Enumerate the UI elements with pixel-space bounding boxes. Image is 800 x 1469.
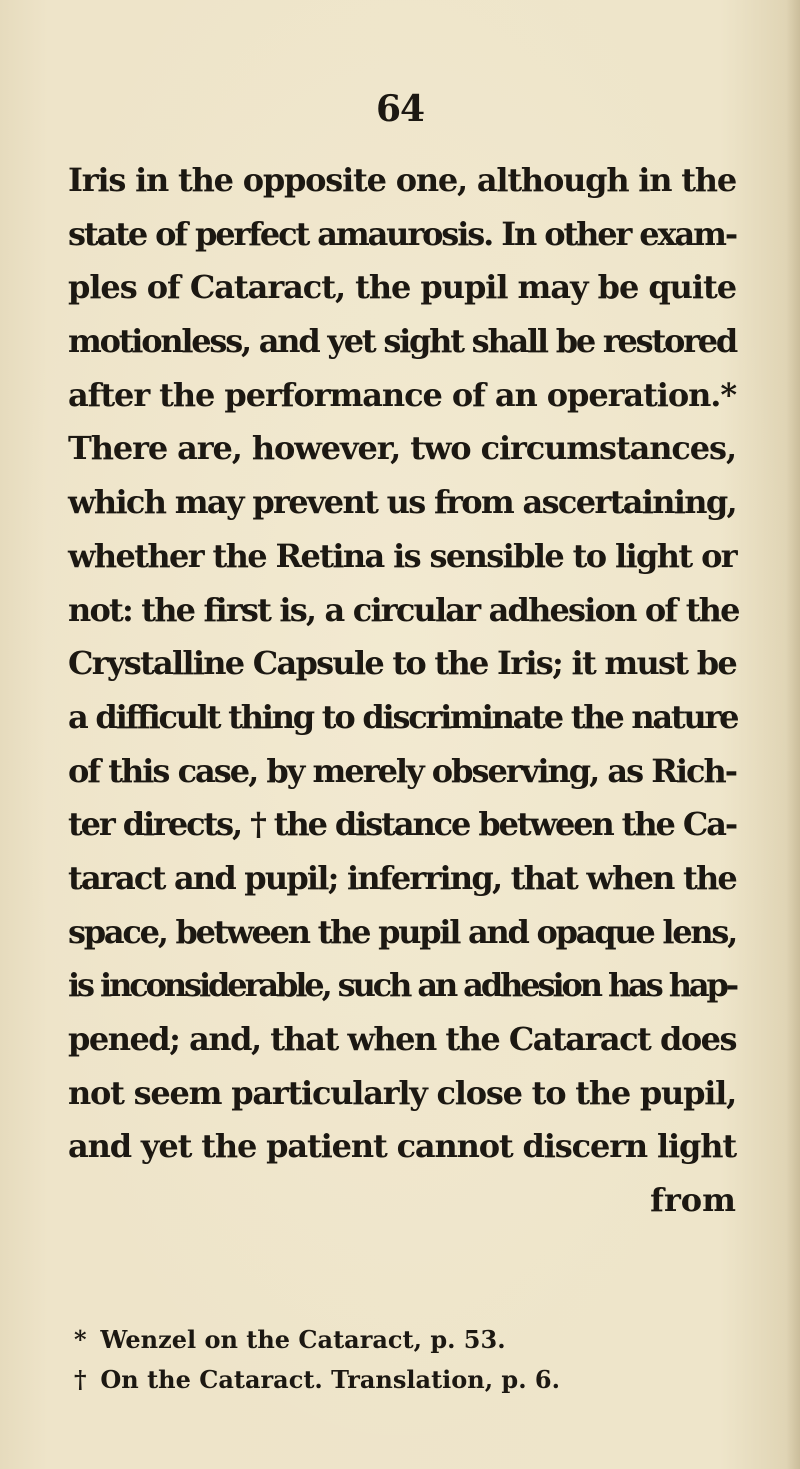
text-line: is inconsiderable, such an adhesion has hap- [68, 966, 737, 1005]
text-line: pened; and, that when the Cataract does [68, 1020, 737, 1058]
text-line: not seem particularly close to the pupil, [68, 1073, 737, 1112]
footnote-text: Wenzel on the Cataract, p. 53. [100, 1325, 506, 1354]
footnote [74, 1360, 694, 1400]
footnotes [74, 1320, 694, 1400]
text-line: taract and pupil; inferring, that when the [68, 858, 737, 897]
text-line: space, between the pupil and opaque lens, [68, 912, 737, 951]
text-line: after the performance of an operation.* [68, 375, 737, 414]
footnote-mark: * [74, 1325, 87, 1354]
text-line: and yet the patient cannot discern light [68, 1127, 736, 1166]
footnote-mark: † [74, 1365, 87, 1394]
page-number: 64 [375, 88, 425, 130]
text-line: which may prevent us from ascertaining, [68, 483, 737, 522]
text-line: a difficult thing to discriminate the nature [68, 697, 738, 736]
text-line: of this case, by merely observing, as Rich- [68, 751, 737, 790]
text-line: ter directs, † the distance between the Ca- [68, 805, 737, 844]
catchword: from [650, 1181, 736, 1220]
text-line: There are, however, two circumstances, [68, 429, 737, 468]
text-line: state of perfect amaurosis. In other exam- [68, 214, 737, 253]
page-edge-shadow [786, 0, 800, 1469]
text-line: whether the Retina is sensible to light or [68, 536, 737, 575]
text-line: motionless, and yet sight shall be restored [68, 322, 737, 361]
text-line: Crystalline Capsule to the Iris; it must be [68, 644, 737, 683]
footnote [74, 1320, 694, 1360]
text-line: not: the first is, a circular adhesion of the [68, 590, 739, 629]
text-line: Iris in the opposite one, although in the [68, 161, 737, 199]
text-line: ples of Cataract, the pupil may be quite [68, 268, 737, 307]
body-text [68, 154, 739, 1228]
footnote-text: On the Cataract. Translation, p. 6. [100, 1365, 560, 1394]
